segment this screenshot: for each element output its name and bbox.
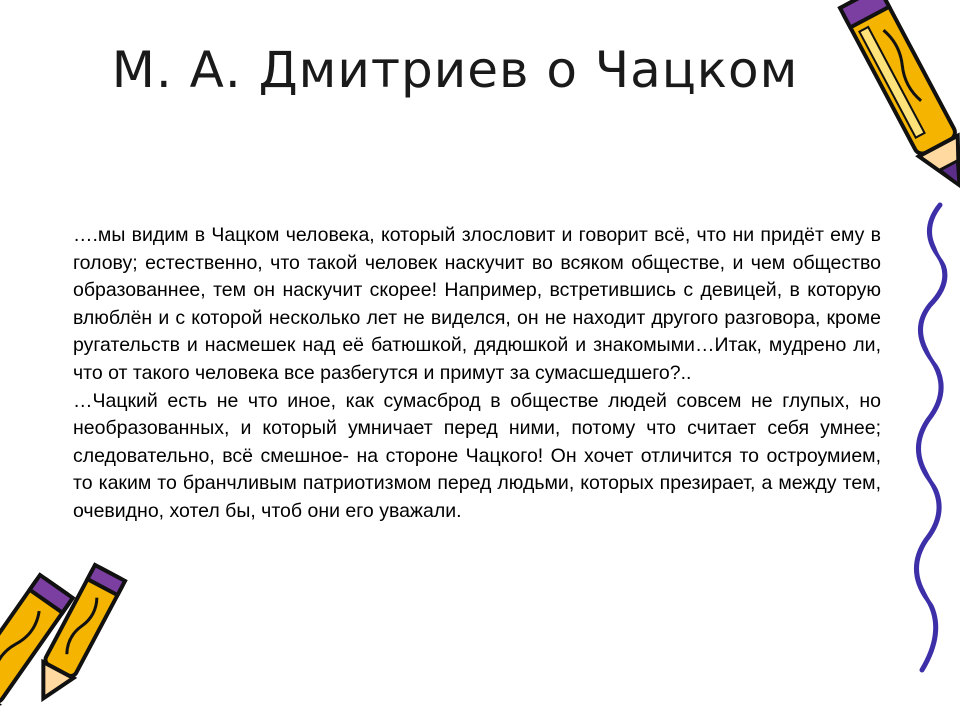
quote-paragraph-2: …Чацкий есть не что иное, как сумасброд в обществе людей совсем не глупых, но необразованных, и который умничает перед ними, потому что считает себя умнее; следовательно, всё смешное- на стороне Чацкого! Он хочет отличится то остроумием, то каким то бранчливым патриотизмом перед людьми, которых презирает, а между тем, очевидно, хотел бы, чтоб они его уважали. (73, 389, 881, 522)
quote-paragraph-1: ….мы видим в Чацком человека, который злословит и говорит всё, что ни придёт ему в голову; естественно, что такой человек наскучит во всяком обществе, и чем общество образованнее, тем он наскучит скорее! Например, встретившись с девицей, в которую влюблён и с которой несколько лет не виделся, он не находит другого разговора, кроме ругательств и насмешек над её батюшкой, дядюшкой и знакомыми…Итак, мудрено ли, что от такого человека все разбегутся и примут за сумасшедшего?.. (73, 224, 881, 384)
page-title: М. А. Дмитриев о Чацком (111, 41, 799, 99)
squiggle-line-icon (900, 200, 960, 680)
pencil-icon (25, 555, 200, 720)
pencil-icon (800, 0, 960, 230)
quote-body (73, 222, 881, 526)
